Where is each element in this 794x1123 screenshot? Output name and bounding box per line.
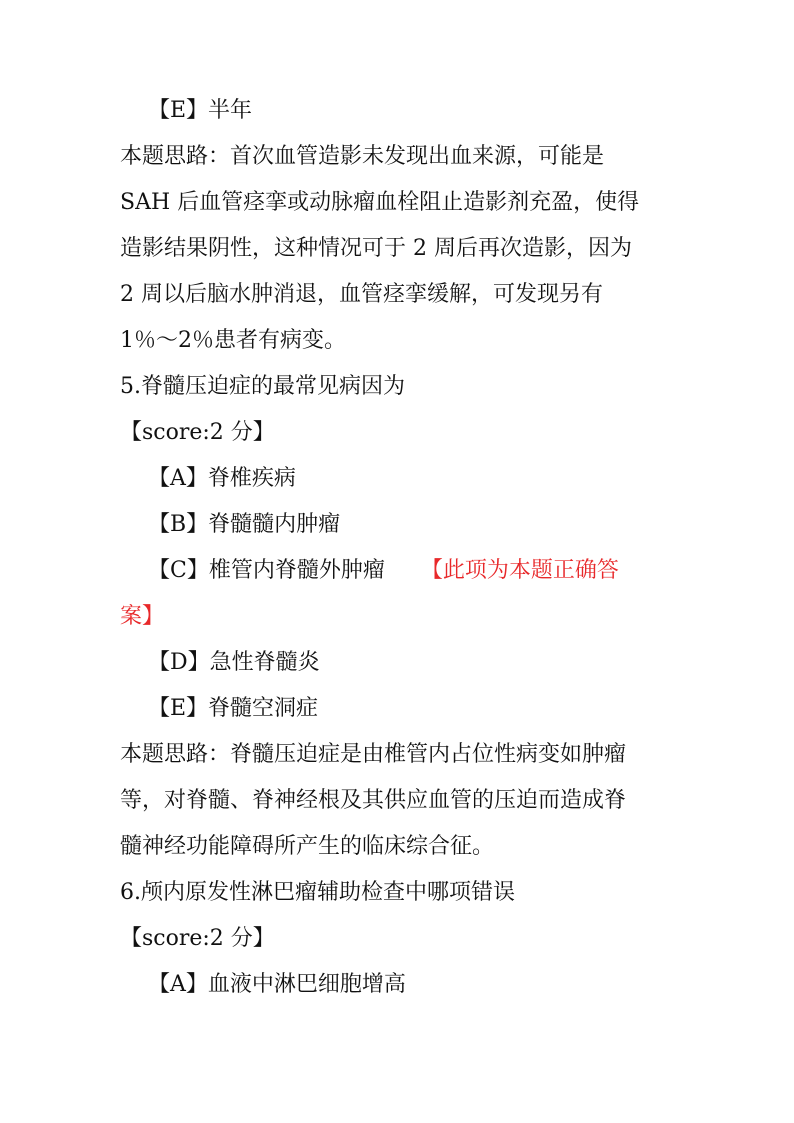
q5-option-d: 【D】急性脊髓炎 <box>148 650 320 675</box>
q5-explanation-line-3: 髓神经功能障碍所产生的临床综合征。 <box>120 834 495 859</box>
q4-option-e: 【E】半年 <box>148 98 253 123</box>
q4-explanation-line-1: 本题思路：首次血管造影未发现出血来源，可能是 <box>120 144 605 169</box>
q4-explanation-line-2: SAH 后血管痉挛或动脉瘤血栓阻止造影剂充盈，使得 <box>120 190 640 215</box>
q5-option-c <box>120 548 680 594</box>
q5-option-e: 【E】脊髓空洞症 <box>148 696 319 721</box>
q5-option-a: 【A】脊椎疾病 <box>148 466 296 491</box>
q5-option-b: 【B】脊髓髓内肿瘤 <box>148 512 341 537</box>
q5-question: 5.脊髓压迫症的最常见病因为 <box>120 374 405 399</box>
q4-explanation-line-3: 造影结果阴性，这种情况可于 2 周后再次造影，因为 <box>120 236 632 261</box>
q6-question: 6.颅内原发性淋巴瘤辅助检查中哪项错误 <box>120 880 515 905</box>
document-content <box>120 88 680 1008</box>
q5-explanation-line-1: 本题思路：脊髓压迫症是由椎管内占位性病变如肿瘤 <box>120 742 627 767</box>
correct-answer-mark: 【此项为本题正确答 <box>420 558 619 583</box>
q4-explanation-line-4: 2 周以后脑水肿消退，血管痉挛缓解，可发现另有 <box>120 282 603 307</box>
q6-option-a: 【A】血液中淋巴细胞增高 <box>148 972 406 997</box>
q6-score: 【score:2 分】 <box>120 926 275 951</box>
correct-answer-mark-continued: 案】 <box>120 604 165 629</box>
q4-explanation-line-5: 1％～2％患者有病变。 <box>120 328 346 353</box>
q5-option-c-text: 【C】椎管内脊髓外肿瘤 <box>148 558 385 583</box>
q5-score: 【score:2 分】 <box>120 420 275 445</box>
q5-explanation-line-2: 等，对脊髓、脊神经根及其供应血管的压迫而造成脊 <box>120 788 627 813</box>
